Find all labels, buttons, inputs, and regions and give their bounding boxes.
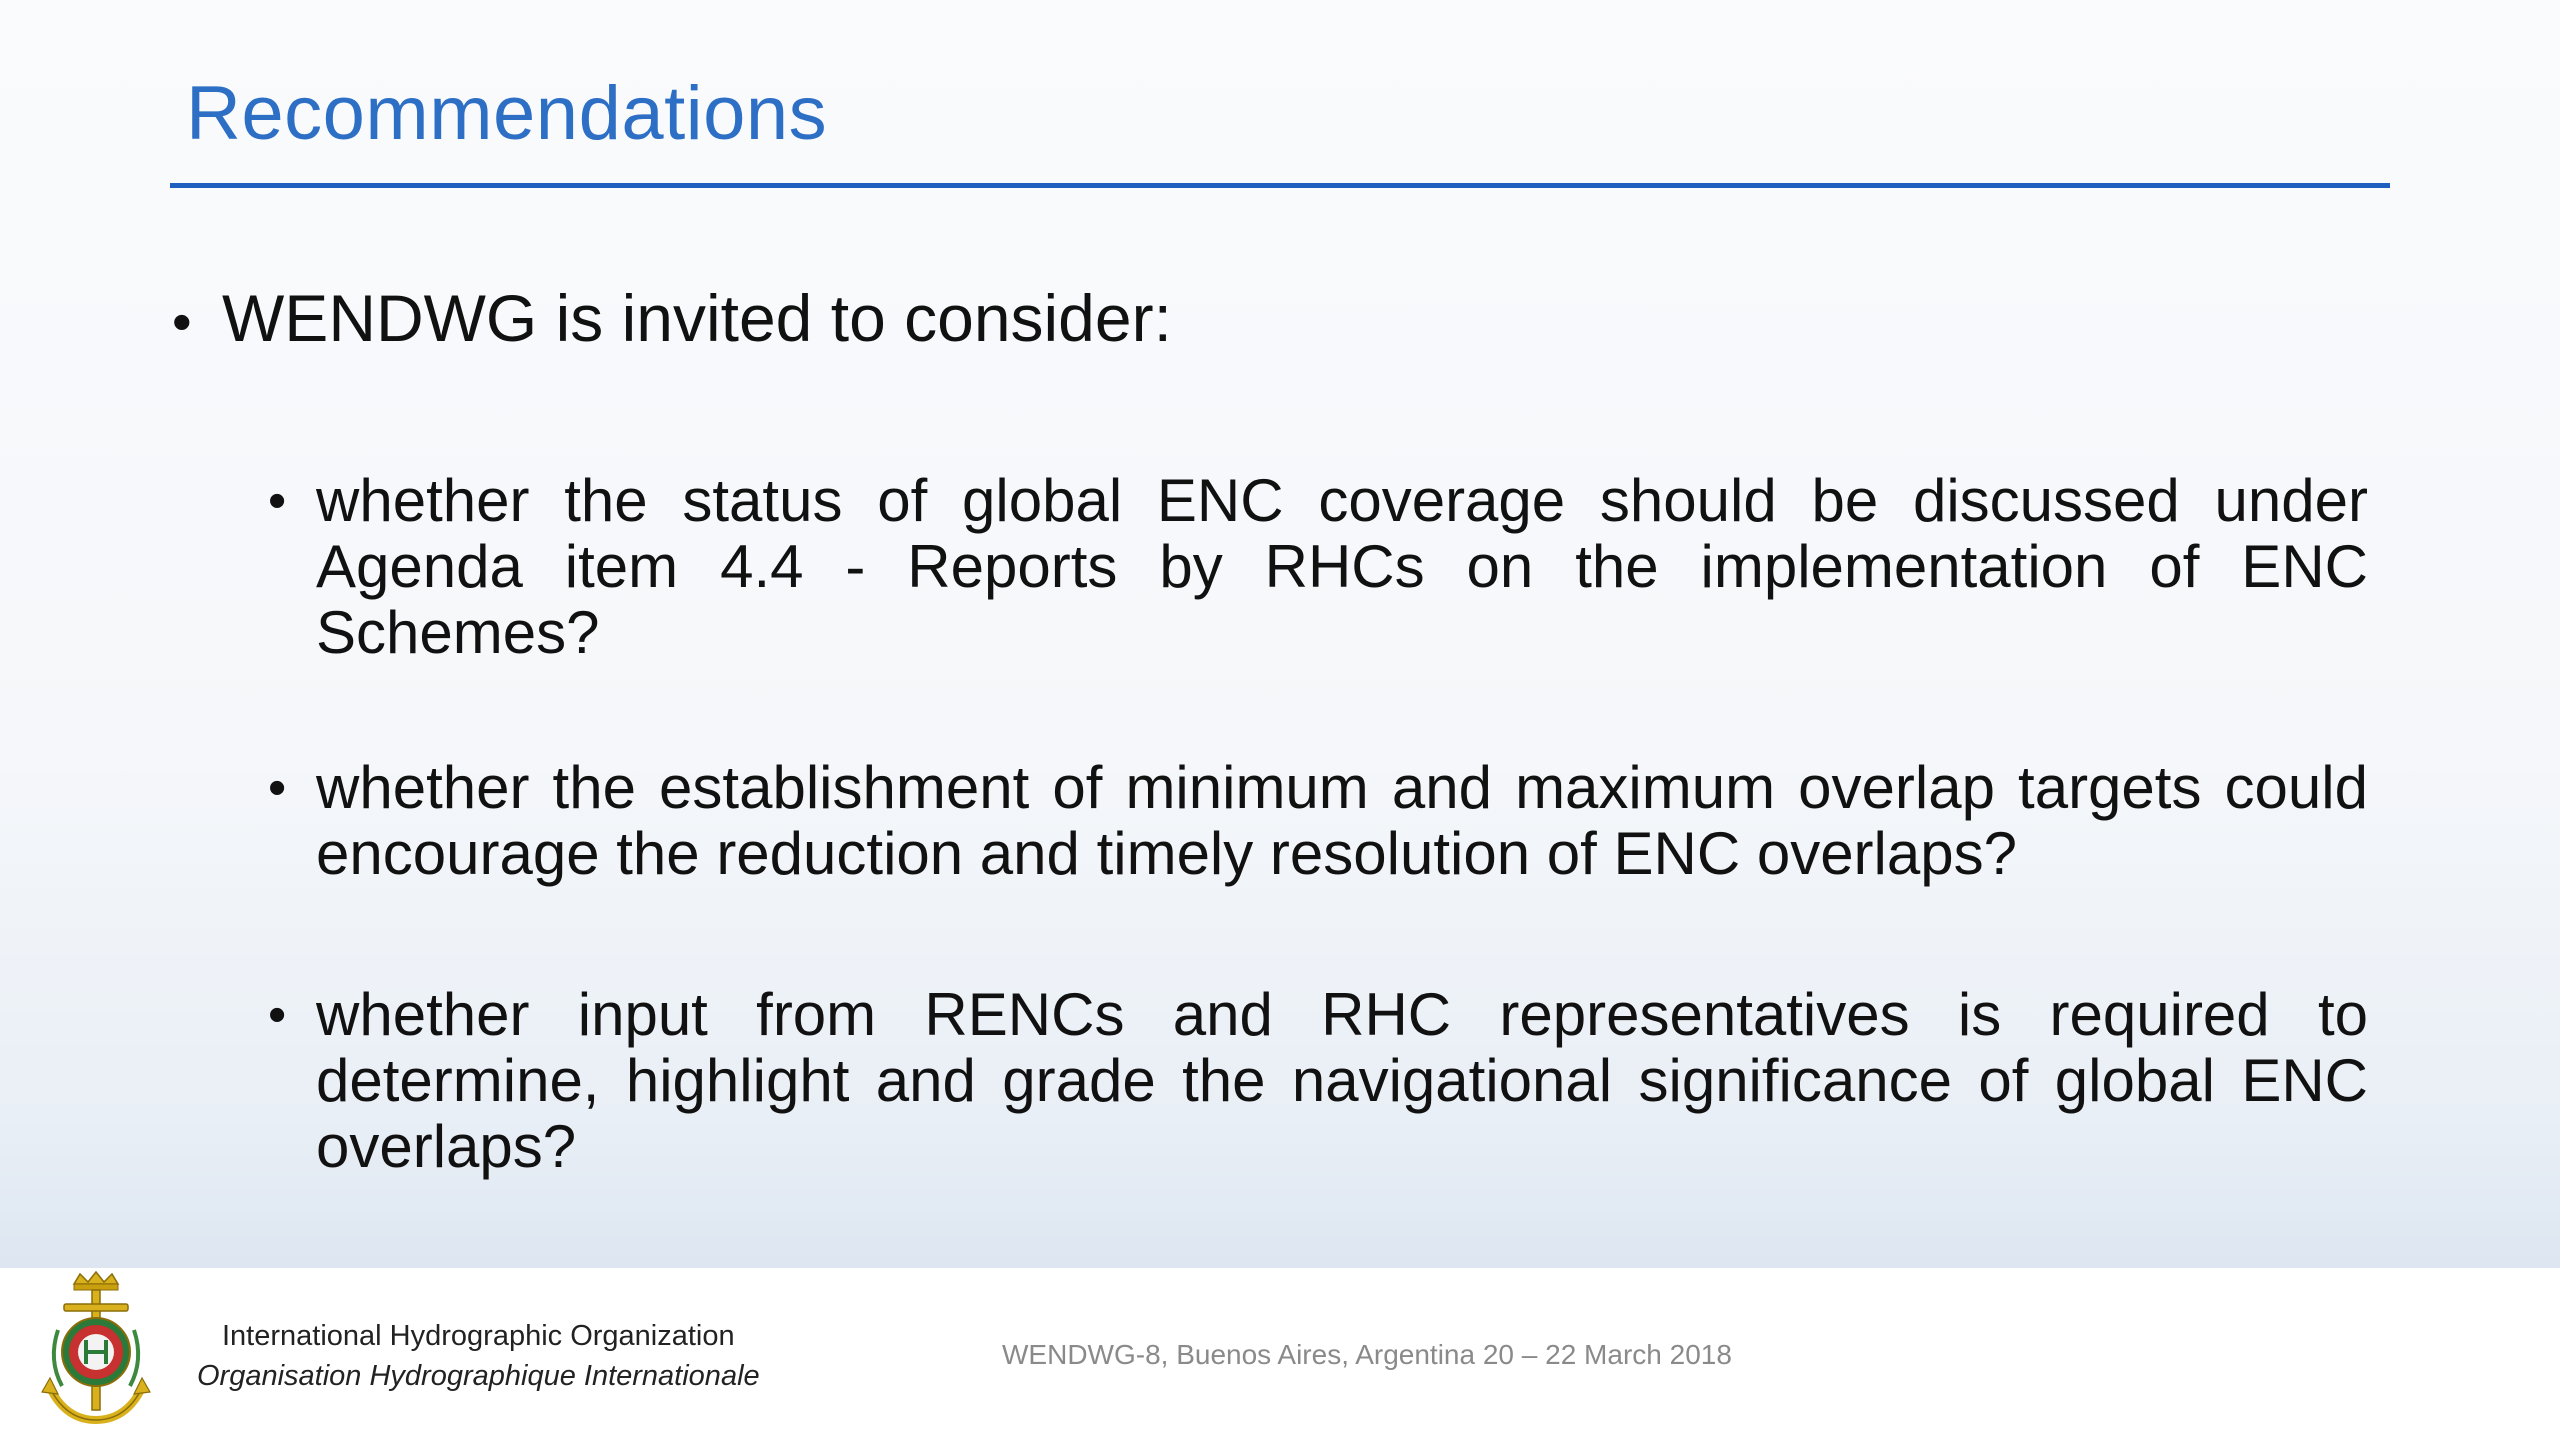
sub-bullet-1 xyxy=(268,468,2368,666)
main-bullet-text: WENDWG is invited to consider: xyxy=(222,281,1172,355)
bullet-glyph: • xyxy=(268,986,287,1044)
iho-emblem-icon xyxy=(36,1270,156,1435)
sub-bullet-text: whether input from RENCs and RHC representatives is required to determine, highlight and grade the navigational significance of global ENC overlaps? xyxy=(316,981,2368,1180)
slide-title: Recommendations xyxy=(186,71,828,156)
main-bullet xyxy=(172,280,1172,356)
org-name-english: International Hydrographic Organization xyxy=(222,1320,735,1352)
title-divider xyxy=(170,183,2390,188)
sub-bullet-3 xyxy=(268,982,2368,1180)
bullet-glyph: • xyxy=(268,759,287,817)
sub-bullet-text: whether the establishment of minimum and maximum overlap targets could encourage the reduction and timely resolution of ENC overlaps? xyxy=(316,754,2368,887)
bullet-glyph: • xyxy=(172,290,192,353)
sub-bullet-text: whether the status of global ENC coverage should be discussed under Agenda item 4.4 - Reports by RHCs on the implementation of ENC Schemes? xyxy=(316,467,2368,666)
bullet-glyph: • xyxy=(268,472,287,530)
org-name-french: Organisation Hydrographique Internationale xyxy=(197,1360,760,1392)
meeting-info: WENDWG-8, Buenos Aires, Argentina 20 – 22 March 2018 xyxy=(1002,1339,1732,1370)
sub-bullet-2 xyxy=(268,755,2368,887)
